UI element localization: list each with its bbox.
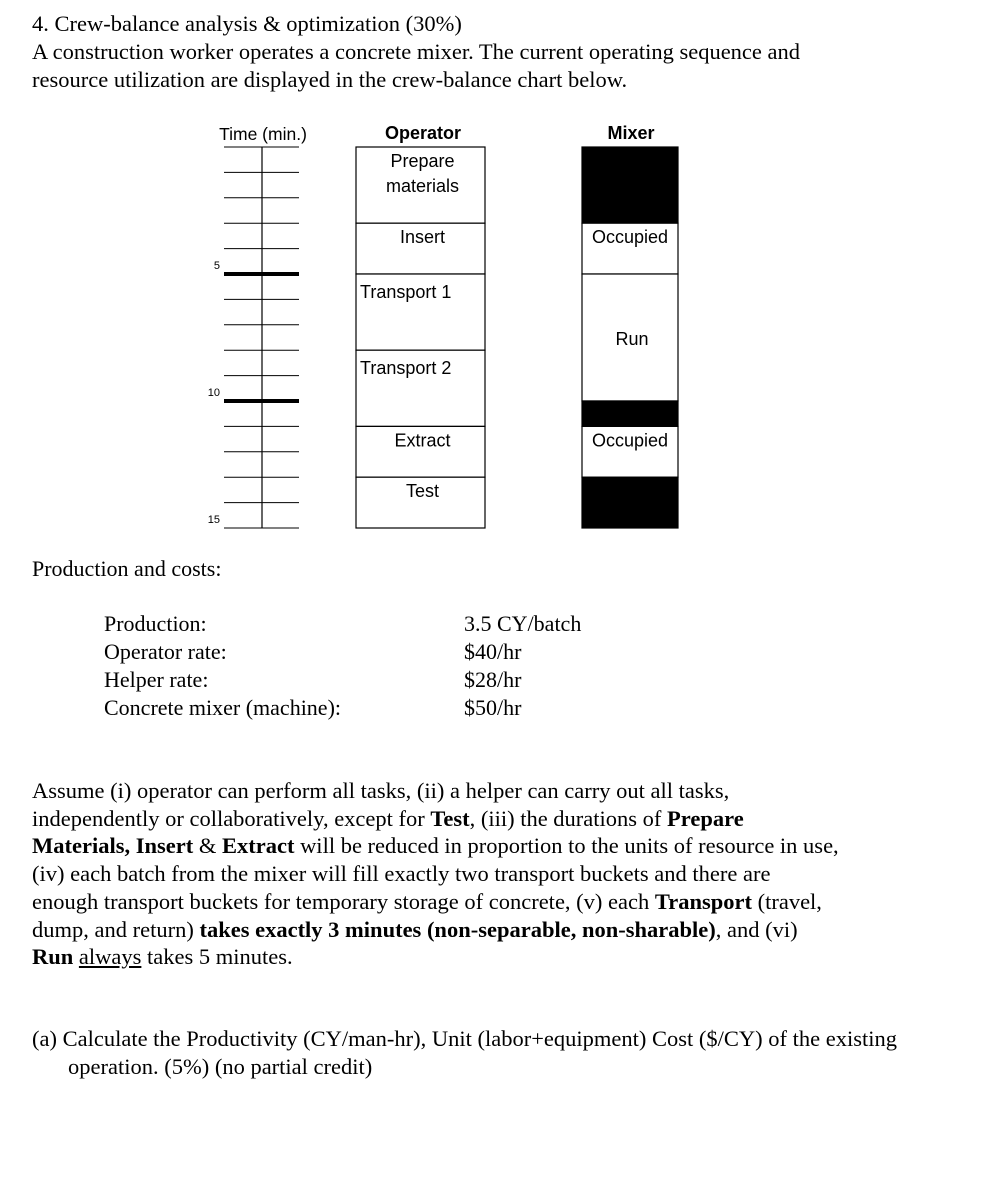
intro-line-1: A construction worker operates a concrete mixer. The current operating sequence and (32, 39, 801, 64)
assumption-line-2: independently or collaboratively, except for Test, (iii) the durations of Prepare (32, 805, 744, 831)
assumption-line-6: dump, and return) takes exactly 3 minutes (non-separable, non-sharable), and (vi) (32, 916, 798, 942)
cost-value-mixer: $50/hr (464, 695, 522, 720)
assumption-line-1: Assume (i) operator can perform all tasks, (ii) a helper can carry out all tasks, (32, 778, 730, 803)
operator-activity-label: Transport 2 (360, 358, 452, 379)
cost-label-helper-rate: Helper rate: (104, 667, 209, 692)
question-a-line-2: operation. (5%) (no partial credit) (68, 1054, 373, 1079)
mixer-activity-block (582, 147, 678, 223)
operator-column-header: Operator (384, 123, 462, 143)
problem-heading: 4. Crew-balance analysis & optimization (30%) (32, 11, 462, 36)
time-axis-title: Time (min.) (219, 124, 307, 144)
operator-activity-label: materials (385, 176, 460, 196)
assumption-line-7: Run always takes 5 minutes. (32, 944, 293, 970)
cost-label-mixer: Concrete mixer (machine): (104, 695, 342, 720)
time-tick-label-5: 5 (213, 260, 220, 272)
question-a-line-1: (a) Calculate the Productivity (CY/man-hr), Unit (labor+equipment) Cost ($/CY) of the existing (32, 1026, 897, 1051)
cost-value-operator-rate: $40/hr (464, 639, 522, 664)
mixer-activity-label: Occupied (591, 430, 669, 451)
cost-label-operator-rate: Operator rate: (104, 639, 227, 664)
cost-label-production: Production: (104, 611, 207, 636)
operator-activity-label: Insert (399, 227, 446, 248)
cost-value-production: 3.5 CY/batch (464, 611, 582, 636)
costs-heading: Production and costs: (32, 556, 222, 581)
operator-activity-label: Transport 1 (360, 282, 452, 302)
assumption-line-4: (iv) each batch from the mixer will fill exactly two transport buckets and there are (32, 861, 771, 887)
crew-balance-chart (0, 0, 1008, 545)
mixer-activity-label: Occupied (591, 227, 669, 248)
mixer-activity-label: Run (615, 329, 649, 349)
mixer-column-header: Mixer (607, 123, 655, 143)
assumption-line-5: enough transport buckets for temporary storage of concrete, (v) each Transport (travel, (32, 888, 822, 914)
assumptions-paragraph (32, 777, 992, 971)
mixer-activity-block (582, 401, 678, 426)
intro-line-2: resource utilization are displayed in the crew-balance chart below. (32, 67, 628, 92)
operator-activity-label: Prepare (390, 151, 455, 171)
time-tick-label-10: 10 (207, 387, 220, 399)
cost-value-helper-rate: $28/hr (464, 667, 522, 692)
mixer-activity-block (582, 477, 678, 528)
operator-activity-label: Extract (394, 430, 451, 451)
time-tick-label-15: 15 (207, 514, 220, 526)
question-a (32, 1025, 992, 1081)
operator-activity-label: Test (405, 481, 440, 502)
assumption-line-3: Materials, Insert & Extract will be reduced in proportion to the units of resource in use, (32, 833, 839, 859)
